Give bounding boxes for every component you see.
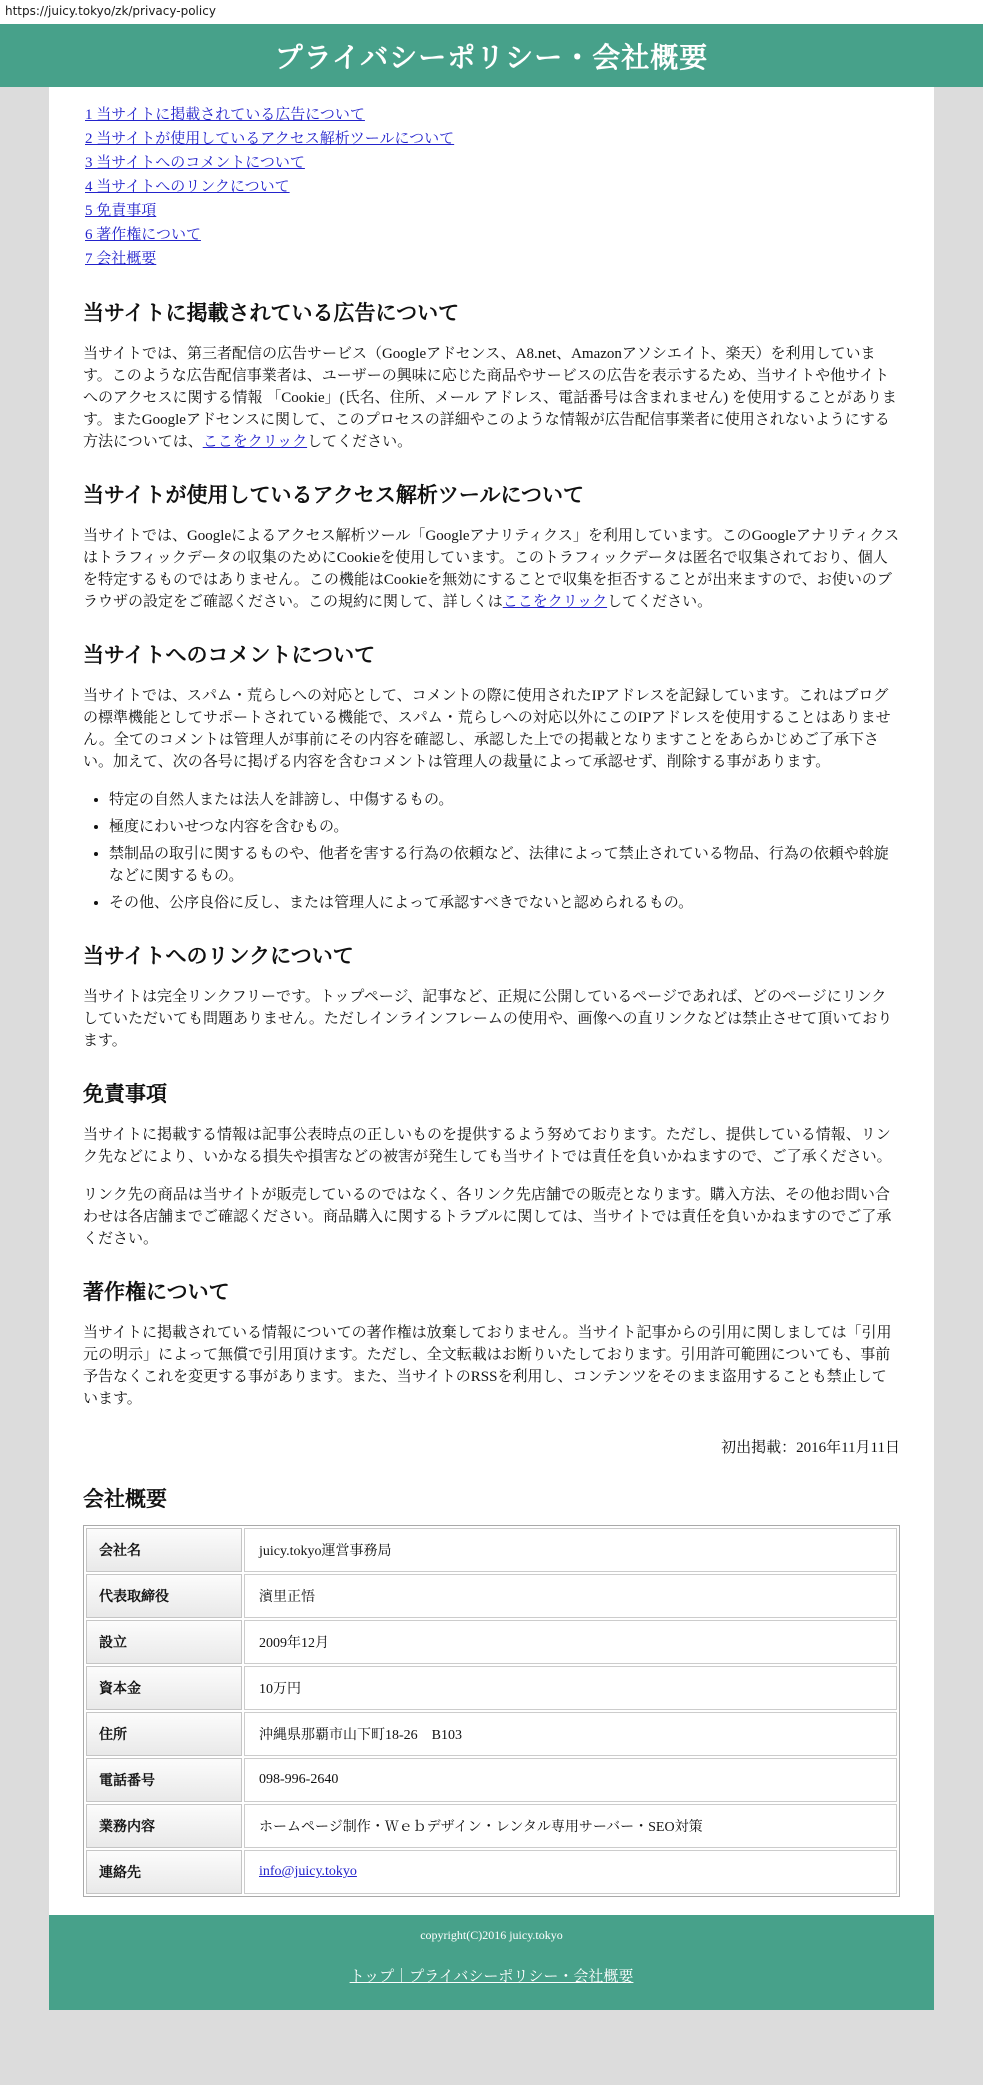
row-label: 業務内容 — [86, 1804, 242, 1848]
paragraph-text: 当サイトでは、Googleによるアクセス解析ツール「Googleアナリティクス」を利用しています。このGoogleアナリティクスはトラフィックデータの収集のためにCookieを使用しています。このトラフィックデータは匿名で収集されており、個人を特定するものではありません。この機能はCookieを無効にすることで収集を拒否することが出来ますので、お使いのブラウザの設定をご確認ください。この規約に関して、詳しくは — [83, 528, 900, 610]
toc-link-company[interactable]: 7 会社概要 — [85, 251, 157, 267]
toc-item — [85, 175, 900, 199]
section-paragraph-links: 当サイトは完全リンクフリーです。トップページ、記事など、正規に公開しているページであれば、どのページにリンクしていただいても問題ありません。ただしインラインフレームの使用や、画像への直リンクなどは禁止させて頂いております。 — [83, 989, 893, 1049]
row-value — [244, 1850, 897, 1894]
section-heading-links: 当サイトへのリンクについて — [83, 945, 354, 968]
list-item: • 極度にわいせつな内容を含むもの。 — [109, 816, 900, 838]
table-row — [86, 1850, 897, 1894]
toc-link-disclaimer[interactable]: 5 免責事項 — [85, 203, 157, 219]
toc-link-comments[interactable]: 3 当サイトへのコメントについて — [85, 155, 305, 171]
row-value: ホームページ制作・Ｗｅｂデザイン・レンタル専用サーバー・SEO対策 — [244, 1804, 897, 1848]
toc-item — [85, 199, 900, 223]
list-item: • その他、公序良俗に反し、または管理人によって承認すべきでないと認められるもの。 — [109, 892, 900, 914]
footer-nav — [49, 1965, 934, 1986]
list-item: • 禁制品の取引に関するものや、他者を害する行為の依頼など、法律によって禁止されている物品、行為の依頼や斡旋などに関するもの。 — [109, 843, 900, 887]
url-bar[interactable]: https://juicy.tokyo/zk/privacy-policy — [0, 0, 983, 24]
toc-item — [85, 247, 900, 271]
contact-email-link[interactable]: info@juicy.tokyo — [259, 1864, 357, 1879]
table-row — [86, 1528, 897, 1572]
table-row — [86, 1620, 897, 1664]
row-value: 10万円 — [244, 1666, 897, 1710]
row-label: 電話番号 — [86, 1758, 242, 1802]
page-footer — [49, 1915, 934, 2010]
paragraph-text: してください。 — [307, 434, 413, 450]
table-row — [86, 1712, 897, 1756]
toc-item — [85, 223, 900, 247]
toc-link-analytics[interactable]: 2 当サイトが使用しているアクセス解析ツールについて — [85, 131, 455, 147]
toc-item — [85, 151, 900, 175]
click-here-link-analytics[interactable]: ここをクリック — [502, 594, 608, 610]
row-value: 濱里正悟 — [244, 1574, 897, 1618]
row-value: 沖縄県那覇市山下町18-26 B103 — [244, 1712, 897, 1756]
section-paragraph-analytics — [83, 525, 900, 613]
row-label: 代表取締役 — [86, 1574, 242, 1618]
table-row — [86, 1758, 897, 1802]
content-inner — [49, 87, 934, 1915]
content-card — [49, 87, 934, 2010]
row-label: 住所 — [86, 1712, 242, 1756]
table-row — [86, 1574, 897, 1618]
copyright-text: copyright(C)2016 juicy.tokyo — [420, 1928, 563, 1942]
table-of-contents — [83, 101, 900, 271]
toc-link-links[interactable]: 4 当サイトへのリンクについて — [85, 179, 290, 195]
list-item: • 特定の自然人または法人を誹謗し、中傷するもの。 — [109, 789, 900, 811]
table-row — [86, 1804, 897, 1848]
toc-item — [85, 127, 900, 151]
section-heading-ads: 当サイトに掲載されている広告について — [83, 302, 460, 325]
table-row — [86, 1666, 897, 1710]
toc-item — [85, 103, 900, 127]
section-heading-analytics: 当サイトが使用しているアクセス解析ツールについて — [83, 484, 585, 507]
row-label: 連絡先 — [86, 1850, 242, 1894]
paragraph-text: してください。 — [607, 594, 713, 610]
section-paragraph-copyright: 当サイトに掲載されている情報についての著作権は放棄しておりません。当サイト記事からの引用に関しましては「引用元の明示」によって無償で引用頂けます。ただし、全文転載はお断りいたしております。引用許可範囲についても、事前予告なくこれを変更する事があります。また、当サイトのRSSを利用し、コンテンツをそのまま盗用することも禁止しています。 — [83, 1325, 892, 1407]
toc-link-copyright[interactable]: 6 著作権について — [85, 227, 201, 243]
paragraph-text: 当サイトでは、第三者配信の広告サービス（Googleアドセンス、A8.net、Amazonアソシエイト、楽天）を利用しています。このような広告配信事業者は、ユーザーの興味に応じた商品やサービスの広告を表示するため、当サイトや他サイトへのアクセスに関する情報 「Cookie」(氏名、住所、メール アドレス、電話番号は含まれません) を使用することがあります。またGoogleアドセンスに関して、このプロセスの詳細やこのような情報が広告配信事業者に使用されないようにする方法については、 — [83, 346, 897, 450]
section-heading-copyright: 著作権について — [83, 1281, 230, 1304]
section-heading-comments: 当サイトへのコメントについて — [83, 644, 376, 667]
section-heading-company: 会社概要 — [83, 1488, 167, 1511]
click-here-link-ads[interactable]: ここをクリック — [202, 434, 308, 450]
row-label: 資本金 — [86, 1666, 242, 1710]
first-published-date: 初出掲載：2016年11月11日 — [721, 1440, 900, 1456]
comment-rules-list — [87, 789, 900, 914]
row-label: 会社名 — [86, 1528, 242, 1572]
row-label: 設立 — [86, 1620, 242, 1664]
row-value: 098-996-2640 — [244, 1758, 897, 1802]
section-paragraph-comments: 当サイトでは、スパム・荒らしへの対応として、コメントの際に使用されたIPアドレスを記録しています。これはブログの標準機能としてサポートされている機能で、スパム・荒らしへの対応以外にこのIPアドレスを使用することはありません。全てのコメントは管理人が事前にその内容を確認し、承認した上での掲載となりますことをあらかじめご了承下さい。加えて、次の各号に掲げる内容を含むコメントは管理人の裁量によって承認せず、削除する事があります。 — [83, 688, 891, 770]
toc-link-ads[interactable]: 1 当サイトに掲載されている広告について — [85, 107, 365, 123]
row-value: juicy.tokyo運営事務局 — [244, 1528, 897, 1572]
page-header — [0, 24, 983, 87]
section-paragraph-ads — [83, 343, 900, 453]
row-value: 2009年12月 — [244, 1620, 897, 1664]
page-title: プライバシーポリシー・会社概要 — [274, 41, 709, 73]
disclaimer-paragraph-2: リンク先の商品は当サイトが販売しているのではなく、各リンク先店舗での販売となります。購入方法、その他お問い合わせは各店舗までご確認ください。商品購入に関するトラブルに関しては、当サイトでは責任を負いかねますのでご了承ください。 — [83, 1187, 892, 1247]
section-heading-disclaimer: 免責事項 — [83, 1083, 167, 1106]
company-info-table — [83, 1525, 900, 1897]
footer-nav-link[interactable]: トップ｜プライバシーポリシー・会社概要 — [349, 1968, 634, 1985]
disclaimer-paragraph-1: 当サイトに掲載する情報は記事公表時点の正しいものを提供するよう努めております。ただし、提供している情報、リンク先などにより、いかなる損失や損害などの被害が発生しても当サイトでは責任を負いかねますので、ご了承ください。 — [83, 1127, 892, 1165]
